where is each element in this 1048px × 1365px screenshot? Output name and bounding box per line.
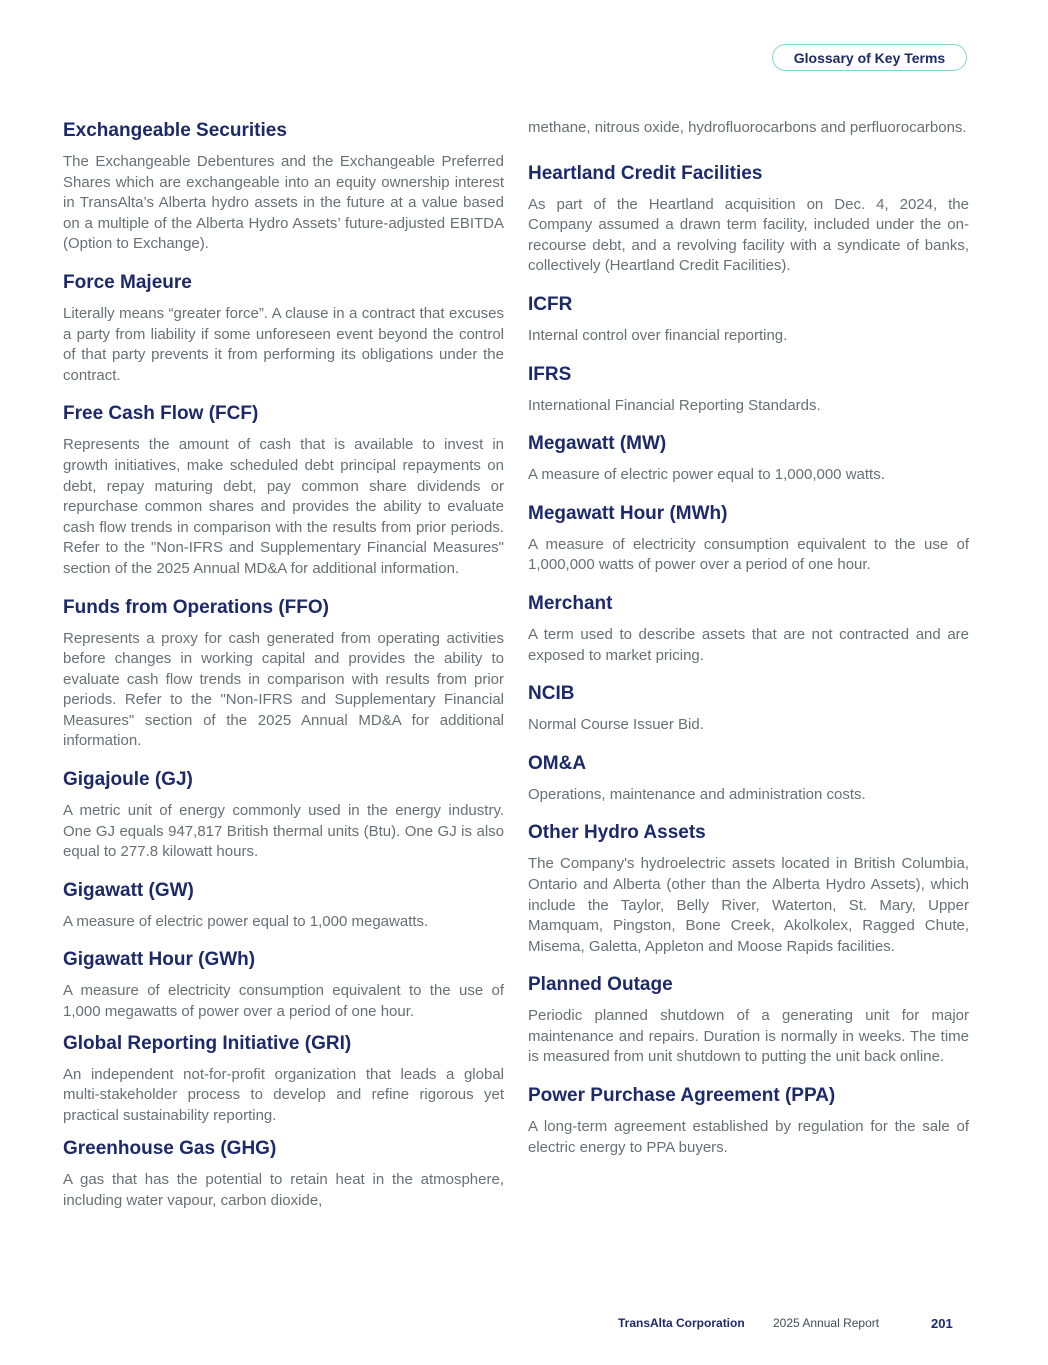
glossary-definition: A metric unit of energy commonly used in the energy industry. One GJ equals 947,817 British thermal units (Btu). One GJ is also equal to 277.8 kilowatt hours. bbox=[63, 802, 504, 861]
glossary-term: Megawatt Hour (MWh) bbox=[528, 502, 728, 524]
page-number: 201 bbox=[931, 1316, 953, 1331]
glossary-definition: A long-term agreement established by regulation for the sale of electric energy to PPA buyers. bbox=[528, 1118, 969, 1156]
glossary-term: Greenhouse Gas (GHG) bbox=[63, 1138, 277, 1160]
glossary-entry bbox=[63, 118, 504, 255]
glossary-definition: As part of the Heartland acquisition on Dec. 4, 2024, the Company assumed a drawn term facility, included under the on-recourse debt, and a revolving facility with a syndicate of banks, collectively (Heartland Credit Facilities). bbox=[528, 195, 969, 275]
glossary-definition: Operations, maintenance and administration costs. bbox=[528, 785, 866, 803]
glossary-definition: Represents the amount of cash that is available to invest in growth initiatives, make scheduled debt principal repayments on debt, repay maturing debt, pay common share dividends or repurchase common shares and provides the ability to evaluate cash flow trends in comparison with the results from prior periods. Refer to the "Non-IFRS and Supplementary Financial Measures" section of the 2025 Annual MD&A for additional information. bbox=[63, 436, 504, 577]
glossary-term: Merchant bbox=[528, 592, 613, 614]
glossary-term: Gigajoule (GJ) bbox=[63, 769, 193, 791]
glossary-term: Heartland Credit Facilities bbox=[528, 162, 763, 184]
glossary-term: NCIB bbox=[528, 683, 575, 705]
glossary-definition: Literally means “greater force”. A clause in a contract that excuses a party from liability if some unforeseen event beyond the control of that party prevents it from performing its obligations under the contract. bbox=[63, 304, 504, 384]
glossary-definition: Represents a proxy for cash generated from operating activities before changes in working capital and provides the ability to evaluate cash flow trends in comparison with results from prior periods. Refer to the "Non-IFRS and Supplementary Financial Measures" section of the 2025 Annual MD&A for additional information. bbox=[63, 629, 504, 750]
glossary-term: ICFR bbox=[528, 293, 573, 315]
glossary-definition: Internal control over financial reporting. bbox=[528, 326, 788, 344]
glossary-term: Funds from Operations (FFO) bbox=[63, 596, 329, 618]
glossary-entry bbox=[528, 431, 969, 486]
glossary-definition: A measure of electric power equal to 1,000,000 watts. bbox=[528, 466, 885, 484]
glossary-term: Planned Outage bbox=[528, 974, 673, 996]
glossary-entry bbox=[528, 1083, 969, 1158]
glossary-entry bbox=[63, 767, 504, 863]
glossary-entry bbox=[63, 1031, 504, 1127]
glossary-term: IFRS bbox=[528, 363, 572, 385]
glossary-definition: Periodic planned shutdown of a generating unit for major maintenance and repairs. Duration is normally in weeks. The time is measured from unit shutdown to putting the unit back online. bbox=[528, 1007, 969, 1066]
glossary-definition: An independent not-for-profit organization that leads a global multi-stakeholder process to develop and refine rigorous yet practical sustainability reporting. bbox=[63, 1065, 504, 1124]
glossary-term: Global Reporting Initiative (GRI) bbox=[63, 1032, 352, 1054]
glossary-term: Free Cash Flow (FCF) bbox=[63, 403, 259, 425]
glossary-term: Force Majeure bbox=[63, 271, 192, 293]
glossary-entry bbox=[528, 820, 969, 957]
glossary-term: Other Hydro Assets bbox=[528, 822, 706, 844]
glossary-term: Megawatt (MW) bbox=[528, 433, 667, 455]
glossary-entry bbox=[528, 591, 969, 666]
glossary-definition: A measure of electricity consumption equivalent to the use of 1,000,000 watts of power over a period of one hour. bbox=[528, 535, 969, 574]
glossary-left-column bbox=[63, 118, 504, 1227]
glossary-definition: The Exchangeable Debentures and the Exchangeable Preferred Shares which are exchangeable into an equity ownership interest in TransAlta’s Alberta hydro assets in the future at a value based on a multiple of the Alberta Hydro Assets’ future-adjusted EBITDA (Option to Exchange). bbox=[63, 153, 504, 253]
glossary-entry bbox=[63, 947, 504, 1022]
footer-company-name: TransAlta Corporation bbox=[618, 1316, 745, 1330]
glossary-term: Gigawatt Hour (GWh) bbox=[63, 949, 256, 971]
page-footer bbox=[0, 1316, 1048, 1332]
glossary-entry bbox=[528, 751, 969, 806]
glossary-term: Exchangeable Securities bbox=[63, 120, 287, 141]
glossary-definition: A gas that has the potential to retain heat in the atmosphere, including water vapour, carbon dioxide, bbox=[63, 1171, 504, 1209]
glossary-entry bbox=[63, 270, 504, 386]
glossary-definition: The Company's hydroelectric assets located in British Columbia, Ontario and Alberta (other than the Alberta Hydro Assets), which include the Taylor, Belly River, Waterton, St. Mary, Upper Mamquam, Pingston, Bone Creek, Akolkolex, Ragged Chute, Misema, Galetta, Appleton and Moose Rapids facilities. bbox=[528, 855, 969, 955]
glossary-definition: International Financial Reporting Standards. bbox=[528, 396, 821, 414]
glossary-entry bbox=[528, 161, 969, 277]
glossary-entry bbox=[63, 1136, 504, 1211]
glossary-term: OM&A bbox=[528, 752, 587, 774]
glossary-entry bbox=[528, 681, 969, 736]
glossary-entry bbox=[528, 972, 969, 1068]
glossary-definition-continuation: methane, nitrous oxide, hydrofluorocarbons and perfluorocarbons. bbox=[528, 119, 967, 136]
glossary-entry bbox=[63, 595, 504, 753]
glossary-definition: A measure of electric power equal to 1,000 megawatts. bbox=[63, 912, 429, 930]
glossary-definition: A term used to describe assets that are not contracted and are exposed to market pricing. bbox=[528, 625, 969, 664]
glossary-definition: A measure of electricity consumption equivalent to the use of 1,000 megawatts of power over a period of one hour. bbox=[63, 982, 504, 1021]
section-label-badge: Glossary of Key Terms bbox=[772, 44, 967, 71]
glossary-entry bbox=[528, 292, 969, 347]
glossary-entry bbox=[528, 501, 969, 576]
footer-report-title: 2025 Annual Report bbox=[773, 1316, 880, 1330]
glossary-entry bbox=[63, 878, 504, 933]
glossary-right-column bbox=[528, 118, 969, 1173]
glossary-entry bbox=[63, 401, 504, 579]
glossary-term: Power Purchase Agreement (PPA) bbox=[528, 1085, 836, 1107]
glossary-definition: Normal Course Issuer Bid. bbox=[528, 716, 704, 734]
glossary-term: Gigawatt (GW) bbox=[63, 879, 194, 901]
glossary-entry bbox=[528, 362, 969, 417]
